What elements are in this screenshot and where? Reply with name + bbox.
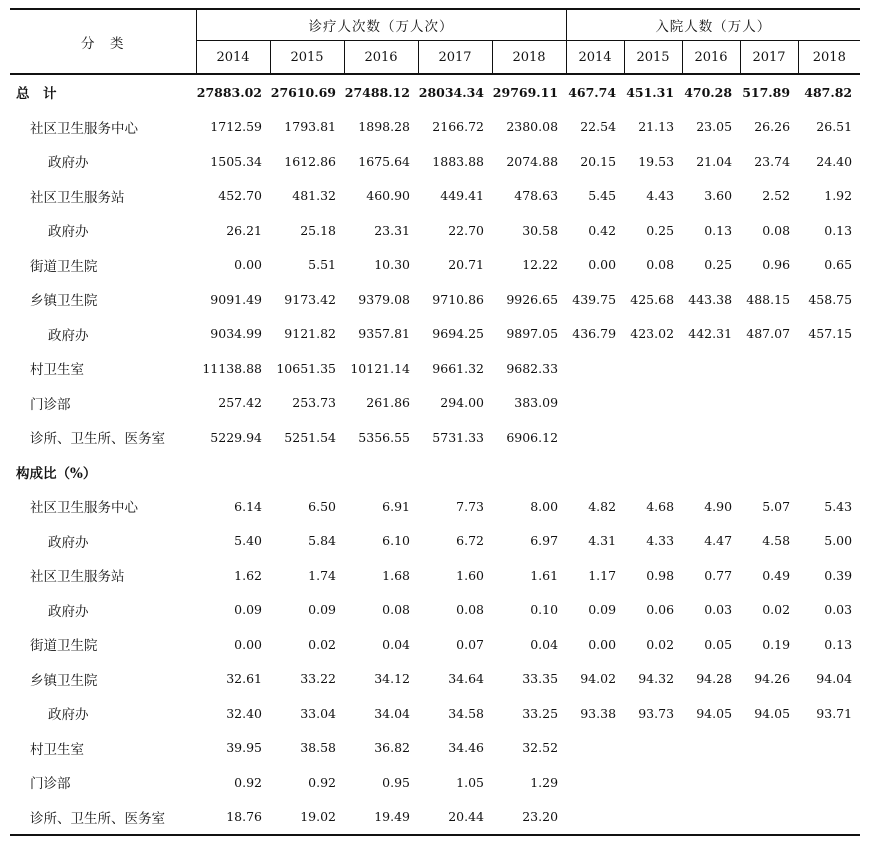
visits-cell: 1.29 bbox=[530, 774, 559, 790]
table-row bbox=[10, 144, 860, 179]
admissions-cell bbox=[740, 351, 798, 386]
admissions-cell bbox=[566, 386, 624, 421]
admissions-cell: 94.26 bbox=[754, 671, 791, 687]
admissions-cell: 470.28 bbox=[684, 84, 733, 100]
table-row bbox=[10, 386, 860, 421]
visits-cell bbox=[270, 455, 344, 490]
visits-cell: 5.84 bbox=[308, 533, 336, 549]
admissions-cell: 5.00 bbox=[824, 533, 853, 549]
visits-cell: 23.20 bbox=[492, 800, 566, 836]
row-label: 门诊部 bbox=[30, 396, 71, 413]
visits-cell: 27883.02 bbox=[196, 84, 262, 100]
admissions-cell: 26.26 bbox=[754, 119, 791, 135]
visits-cell: 5356.55 bbox=[358, 429, 410, 445]
admissions-cell bbox=[624, 765, 682, 800]
visits-cell bbox=[344, 455, 418, 490]
visits-cell: 30.58 bbox=[522, 222, 559, 238]
visits-cell: 6906.12 bbox=[506, 429, 559, 445]
admissions-cell: 517.89 bbox=[742, 84, 791, 100]
table-row bbox=[10, 248, 860, 283]
visits-cell: 6.14 bbox=[234, 498, 262, 514]
row-label: 政府办 bbox=[48, 327, 89, 344]
admissions-cell bbox=[566, 351, 624, 386]
admissions-cell bbox=[740, 386, 798, 421]
admissions-cell bbox=[566, 420, 624, 455]
admissions-cell: 0.02 bbox=[646, 636, 675, 652]
visits-cell: 8.00 bbox=[530, 498, 559, 514]
admissions-cell: 442.31 bbox=[688, 326, 733, 342]
visits-cell: 6.97 bbox=[530, 533, 559, 549]
visits-cell: 34.04 bbox=[374, 705, 410, 721]
table-row bbox=[10, 420, 860, 455]
admissions-cell: 0.00 bbox=[588, 636, 617, 652]
visits-cell: 253.73 bbox=[292, 395, 336, 411]
admissions-cell: 467.74 bbox=[568, 84, 617, 100]
visits-cell: 0.04 bbox=[530, 636, 559, 652]
admissions-cell: 0.02 bbox=[762, 602, 791, 618]
visits-cell: 1712.59 bbox=[210, 119, 262, 135]
visits-cell: 0.00 bbox=[234, 636, 262, 652]
visits-cell: 1.05 bbox=[456, 774, 484, 790]
visits-cell: 34.58 bbox=[448, 705, 484, 721]
row-label: 街道卫生院 bbox=[30, 638, 98, 655]
visits-cell: 1.60 bbox=[456, 567, 484, 583]
visits-cell: 0.04 bbox=[382, 636, 410, 652]
visits-cell: 7.73 bbox=[456, 498, 484, 514]
visits-cell: 19.49 bbox=[344, 800, 418, 836]
admissions-cell: 4.33 bbox=[646, 533, 675, 549]
year-header: 2016 bbox=[682, 41, 740, 75]
visits-cell: 1.68 bbox=[382, 567, 410, 583]
admissions-cell: 425.68 bbox=[630, 291, 675, 307]
visits-cell: 383.09 bbox=[514, 395, 559, 411]
year-header: 2018 bbox=[798, 41, 860, 75]
admissions-cell bbox=[740, 420, 798, 455]
visits-cell: 23.31 bbox=[374, 222, 410, 238]
row-label: 街道卫生院 bbox=[30, 258, 98, 275]
admissions-cell: 5.07 bbox=[762, 498, 791, 514]
visits-cell: 9357.81 bbox=[358, 326, 410, 342]
admissions-cell bbox=[682, 386, 740, 421]
admissions-cell bbox=[624, 351, 682, 386]
admissions-cell: 93.71 bbox=[816, 705, 853, 721]
admissions-cell: 488.15 bbox=[746, 291, 791, 307]
visits-cell: 32.40 bbox=[226, 705, 262, 721]
admissions-cell: 94.05 bbox=[754, 705, 791, 721]
visits-cell: 20.71 bbox=[448, 257, 484, 273]
admissions-cell: 487.07 bbox=[746, 326, 791, 342]
visits-cell: 1675.64 bbox=[358, 153, 410, 169]
visits-cell: 9379.08 bbox=[358, 291, 410, 307]
visits-cell: 25.18 bbox=[300, 222, 336, 238]
visits-cell: 0.09 bbox=[234, 602, 262, 618]
visits-cell: 6.10 bbox=[382, 533, 410, 549]
visits-cell: 1612.86 bbox=[284, 153, 336, 169]
table-row bbox=[10, 696, 860, 731]
visits-cell: 9661.32 bbox=[432, 360, 484, 376]
admissions-cell: 0.77 bbox=[704, 567, 733, 583]
admissions-cell: 93.38 bbox=[580, 705, 617, 721]
visits-cell: 33.25 bbox=[522, 705, 559, 721]
table-body bbox=[10, 74, 860, 835]
admissions-cell: 0.06 bbox=[646, 602, 675, 618]
admissions-cell bbox=[740, 765, 798, 800]
visits-cell bbox=[492, 455, 566, 490]
admissions-cell bbox=[798, 386, 860, 421]
section-header-row bbox=[10, 455, 860, 490]
row-label: 政府办 bbox=[48, 707, 89, 724]
admissions-cell: 4.68 bbox=[646, 498, 675, 514]
admissions-group-header: 入院人数（万人） bbox=[566, 9, 860, 41]
table-row bbox=[10, 765, 860, 800]
visits-cell: 39.95 bbox=[226, 740, 262, 756]
visits-cell: 0.10 bbox=[530, 602, 559, 618]
visits-cell: 0.02 bbox=[308, 636, 336, 652]
admissions-cell bbox=[566, 455, 624, 490]
statistics-table bbox=[10, 8, 860, 836]
visits-cell: 20.44 bbox=[418, 800, 492, 836]
visits-cell: 9897.05 bbox=[506, 326, 559, 342]
admissions-cell bbox=[798, 731, 860, 766]
category-header: 分 类 bbox=[10, 9, 196, 74]
visits-cell: 38.58 bbox=[300, 740, 336, 756]
visits-cell: 5.51 bbox=[308, 257, 336, 273]
visits-cell: 19.02 bbox=[270, 800, 344, 836]
admissions-cell: 0.65 bbox=[824, 257, 853, 273]
visits-cell: 481.32 bbox=[292, 188, 336, 204]
admissions-cell: 487.82 bbox=[804, 84, 853, 100]
admissions-cell: 0.25 bbox=[704, 257, 733, 273]
visits-cell: 0.08 bbox=[382, 602, 410, 618]
visits-cell: 5.40 bbox=[234, 533, 262, 549]
visits-cell: 1793.81 bbox=[284, 119, 336, 135]
table-row bbox=[10, 489, 860, 524]
visits-cell: 32.61 bbox=[226, 671, 262, 687]
visits-cell: 10651.35 bbox=[276, 360, 336, 376]
table-row bbox=[10, 627, 860, 662]
visits-cell: 9034.99 bbox=[210, 326, 262, 342]
table-row bbox=[10, 317, 860, 352]
visits-cell: 9694.25 bbox=[432, 326, 484, 342]
admissions-cell bbox=[624, 455, 682, 490]
admissions-cell: 0.25 bbox=[646, 222, 675, 238]
admissions-cell: 23.05 bbox=[696, 119, 733, 135]
visits-cell: 34.64 bbox=[448, 671, 484, 687]
year-header: 2014 bbox=[196, 41, 270, 75]
row-label: 政府办 bbox=[48, 224, 89, 241]
row-label: 乡镇卫生院 bbox=[30, 672, 98, 689]
visits-cell: 5731.33 bbox=[432, 429, 484, 445]
admissions-cell bbox=[682, 455, 740, 490]
admissions-cell bbox=[682, 351, 740, 386]
year-header: 2017 bbox=[740, 41, 798, 75]
row-label: 村卫生室 bbox=[30, 741, 84, 758]
visits-cell: 0.08 bbox=[456, 602, 484, 618]
visits-cell: 0.92 bbox=[308, 774, 336, 790]
visits-cell: 33.04 bbox=[300, 705, 336, 721]
admissions-cell: 4.31 bbox=[588, 533, 617, 549]
visits-cell: 449.41 bbox=[440, 188, 484, 204]
admissions-cell: 4.43 bbox=[646, 188, 675, 204]
table-row bbox=[10, 179, 860, 214]
admissions-cell bbox=[682, 731, 740, 766]
year-header: 2014 bbox=[566, 41, 624, 75]
visits-cell: 1.61 bbox=[530, 567, 559, 583]
admissions-cell bbox=[740, 731, 798, 766]
table-row bbox=[10, 593, 860, 628]
visits-cell: 1.62 bbox=[234, 567, 262, 583]
table-row bbox=[10, 524, 860, 559]
admissions-cell: 0.19 bbox=[762, 636, 791, 652]
visits-cell: 28034.34 bbox=[418, 84, 484, 100]
admissions-cell bbox=[624, 800, 682, 836]
admissions-cell: 0.39 bbox=[824, 567, 853, 583]
admissions-cell: 0.08 bbox=[646, 257, 675, 273]
admissions-cell: 0.03 bbox=[704, 602, 733, 618]
admissions-cell bbox=[682, 800, 740, 836]
visits-cell: 2166.72 bbox=[432, 119, 484, 135]
admissions-cell: 94.28 bbox=[696, 671, 733, 687]
admissions-cell bbox=[566, 765, 624, 800]
admissions-cell: 1.92 bbox=[824, 188, 853, 204]
visits-cell: 9710.86 bbox=[432, 291, 484, 307]
row-label: 诊所、卫生所、医务室 bbox=[30, 431, 165, 448]
admissions-cell: 21.04 bbox=[696, 153, 733, 169]
visits-cell: 460.90 bbox=[366, 188, 410, 204]
admissions-cell: 94.32 bbox=[638, 671, 675, 687]
admissions-cell: 2.52 bbox=[762, 188, 791, 204]
row-label: 总 计 bbox=[16, 86, 57, 103]
admissions-cell: 436.79 bbox=[572, 326, 617, 342]
admissions-cell: 4.58 bbox=[762, 533, 791, 549]
admissions-cell: 458.75 bbox=[808, 291, 853, 307]
admissions-cell: 24.40 bbox=[816, 153, 853, 169]
visits-cell: 29769.11 bbox=[492, 84, 559, 100]
visits-cell: 0.00 bbox=[234, 257, 262, 273]
admissions-cell bbox=[624, 386, 682, 421]
table-row bbox=[10, 731, 860, 766]
table-row bbox=[10, 351, 860, 386]
row-label: 诊所、卫生所、医务室 bbox=[10, 800, 196, 836]
admissions-cell: 26.51 bbox=[816, 119, 853, 135]
visits-cell bbox=[196, 455, 270, 490]
admissions-cell: 423.02 bbox=[630, 326, 675, 342]
visits-cell: 6.50 bbox=[308, 498, 336, 514]
admissions-cell bbox=[740, 455, 798, 490]
admissions-cell bbox=[798, 351, 860, 386]
visits-cell: 12.22 bbox=[522, 257, 559, 273]
visits-cell: 11138.88 bbox=[202, 360, 262, 376]
row-label: 政府办 bbox=[48, 534, 89, 551]
admissions-cell bbox=[566, 800, 624, 836]
row-label: 社区卫生服务站 bbox=[30, 189, 125, 206]
visits-cell: 261.86 bbox=[366, 395, 410, 411]
visits-cell: 294.00 bbox=[440, 395, 484, 411]
table-row bbox=[10, 662, 860, 697]
admissions-cell: 94.04 bbox=[816, 671, 853, 687]
year-header: 2017 bbox=[418, 41, 492, 75]
visits-cell: 27488.12 bbox=[344, 84, 410, 100]
visits-cell: 0.09 bbox=[308, 602, 336, 618]
table-row bbox=[10, 74, 860, 110]
admissions-cell: 21.13 bbox=[638, 119, 675, 135]
visits-cell: 33.35 bbox=[522, 671, 559, 687]
admissions-cell: 0.13 bbox=[824, 636, 853, 652]
row-label: 政府办 bbox=[48, 155, 89, 172]
admissions-cell: 443.38 bbox=[688, 291, 733, 307]
visits-cell: 9091.49 bbox=[210, 291, 262, 307]
admissions-cell: 0.03 bbox=[824, 602, 853, 618]
visits-cell: 452.70 bbox=[218, 188, 262, 204]
admissions-cell: 0.09 bbox=[588, 602, 617, 618]
visits-cell: 6.91 bbox=[382, 498, 410, 514]
admissions-cell: 5.43 bbox=[824, 498, 853, 514]
visits-cell: 2074.88 bbox=[506, 153, 559, 169]
admissions-cell: 0.49 bbox=[762, 567, 791, 583]
admissions-cell: 5.45 bbox=[588, 188, 617, 204]
row-label: 社区卫生服务中心 bbox=[30, 500, 138, 517]
admissions-cell: 0.00 bbox=[588, 257, 617, 273]
year-header: 2015 bbox=[270, 41, 344, 75]
visits-cell: 6.72 bbox=[456, 533, 484, 549]
year-header: 2016 bbox=[344, 41, 418, 75]
admissions-cell: 4.82 bbox=[588, 498, 617, 514]
visits-cell: 26.21 bbox=[226, 222, 262, 238]
admissions-cell: 94.02 bbox=[580, 671, 617, 687]
row-label: 构成比（%） bbox=[16, 465, 97, 482]
visits-cell: 10121.14 bbox=[350, 360, 410, 376]
visits-cell: 34.12 bbox=[374, 671, 410, 687]
row-label: 门诊部 bbox=[30, 776, 71, 793]
table-row bbox=[10, 110, 860, 145]
admissions-cell: 0.96 bbox=[762, 257, 791, 273]
admissions-cell bbox=[624, 731, 682, 766]
admissions-cell bbox=[740, 800, 798, 836]
visits-cell: 9926.65 bbox=[506, 291, 559, 307]
admissions-cell bbox=[798, 420, 860, 455]
visits-cell: 33.22 bbox=[300, 671, 336, 687]
year-header: 2018 bbox=[492, 41, 566, 75]
admissions-cell: 0.13 bbox=[704, 222, 733, 238]
visits-cell: 32.52 bbox=[522, 740, 559, 756]
admissions-cell: 0.98 bbox=[646, 567, 675, 583]
admissions-cell: 0.05 bbox=[704, 636, 733, 652]
table-row bbox=[10, 282, 860, 317]
visits-cell: 27610.69 bbox=[270, 84, 336, 100]
visits-cell: 34.46 bbox=[448, 740, 484, 756]
admissions-cell: 439.75 bbox=[572, 291, 617, 307]
visits-cell: 0.92 bbox=[234, 774, 262, 790]
admissions-cell: 0.42 bbox=[588, 222, 617, 238]
visits-cell bbox=[418, 455, 492, 490]
admissions-cell: 22.54 bbox=[580, 119, 617, 135]
row-label: 乡镇卫生院 bbox=[30, 293, 98, 310]
visits-cell: 9173.42 bbox=[284, 291, 336, 307]
admissions-cell: 23.74 bbox=[754, 153, 791, 169]
table-row bbox=[10, 558, 860, 593]
admissions-cell bbox=[798, 765, 860, 800]
visits-cell: 22.70 bbox=[448, 222, 484, 238]
admissions-cell: 0.13 bbox=[824, 222, 853, 238]
admissions-cell: 0.08 bbox=[762, 222, 791, 238]
table-row bbox=[10, 800, 860, 836]
visits-cell: 18.76 bbox=[196, 800, 270, 836]
admissions-cell: 20.15 bbox=[580, 153, 617, 169]
visits-cell: 36.82 bbox=[374, 740, 410, 756]
admissions-cell: 94.05 bbox=[696, 705, 733, 721]
row-label: 村卫生室 bbox=[30, 362, 84, 379]
visits-cell: 0.07 bbox=[456, 636, 484, 652]
admissions-cell bbox=[798, 455, 860, 490]
visits-cell: 0.95 bbox=[382, 774, 410, 790]
visits-cell: 9121.82 bbox=[284, 326, 336, 342]
visits-cell: 2380.08 bbox=[506, 119, 559, 135]
year-header: 2015 bbox=[624, 41, 682, 75]
row-label: 社区卫生服务中心 bbox=[30, 120, 138, 137]
row-label: 社区卫生服务站 bbox=[30, 569, 125, 586]
visits-cell: 1898.28 bbox=[358, 119, 410, 135]
admissions-cell: 93.73 bbox=[638, 705, 675, 721]
header-row-groups bbox=[10, 9, 860, 41]
admissions-cell: 19.53 bbox=[638, 153, 675, 169]
visits-cell: 1883.88 bbox=[432, 153, 484, 169]
admissions-cell: 4.47 bbox=[704, 533, 733, 549]
admissions-cell bbox=[682, 765, 740, 800]
admissions-cell: 457.15 bbox=[808, 326, 853, 342]
visits-cell: 5229.94 bbox=[210, 429, 262, 445]
visits-cell: 9682.33 bbox=[506, 360, 559, 376]
admissions-cell bbox=[682, 420, 740, 455]
admissions-cell: 451.31 bbox=[626, 84, 675, 100]
admissions-cell: 4.90 bbox=[704, 498, 733, 514]
table-row bbox=[10, 213, 860, 248]
visits-cell: 10.30 bbox=[374, 257, 410, 273]
visits-group-header: 诊疗人次数（万人次） bbox=[196, 9, 566, 41]
visits-cell: 257.42 bbox=[218, 395, 262, 411]
admissions-cell bbox=[566, 731, 624, 766]
visits-cell: 5251.54 bbox=[284, 429, 336, 445]
visits-cell: 478.63 bbox=[514, 188, 559, 204]
admissions-cell: 1.17 bbox=[588, 567, 617, 583]
row-label: 政府办 bbox=[48, 603, 89, 620]
admissions-cell bbox=[624, 420, 682, 455]
visits-cell: 1505.34 bbox=[210, 153, 262, 169]
admissions-cell: 3.60 bbox=[704, 188, 733, 204]
visits-cell: 1.74 bbox=[308, 567, 336, 583]
admissions-cell bbox=[798, 800, 860, 836]
